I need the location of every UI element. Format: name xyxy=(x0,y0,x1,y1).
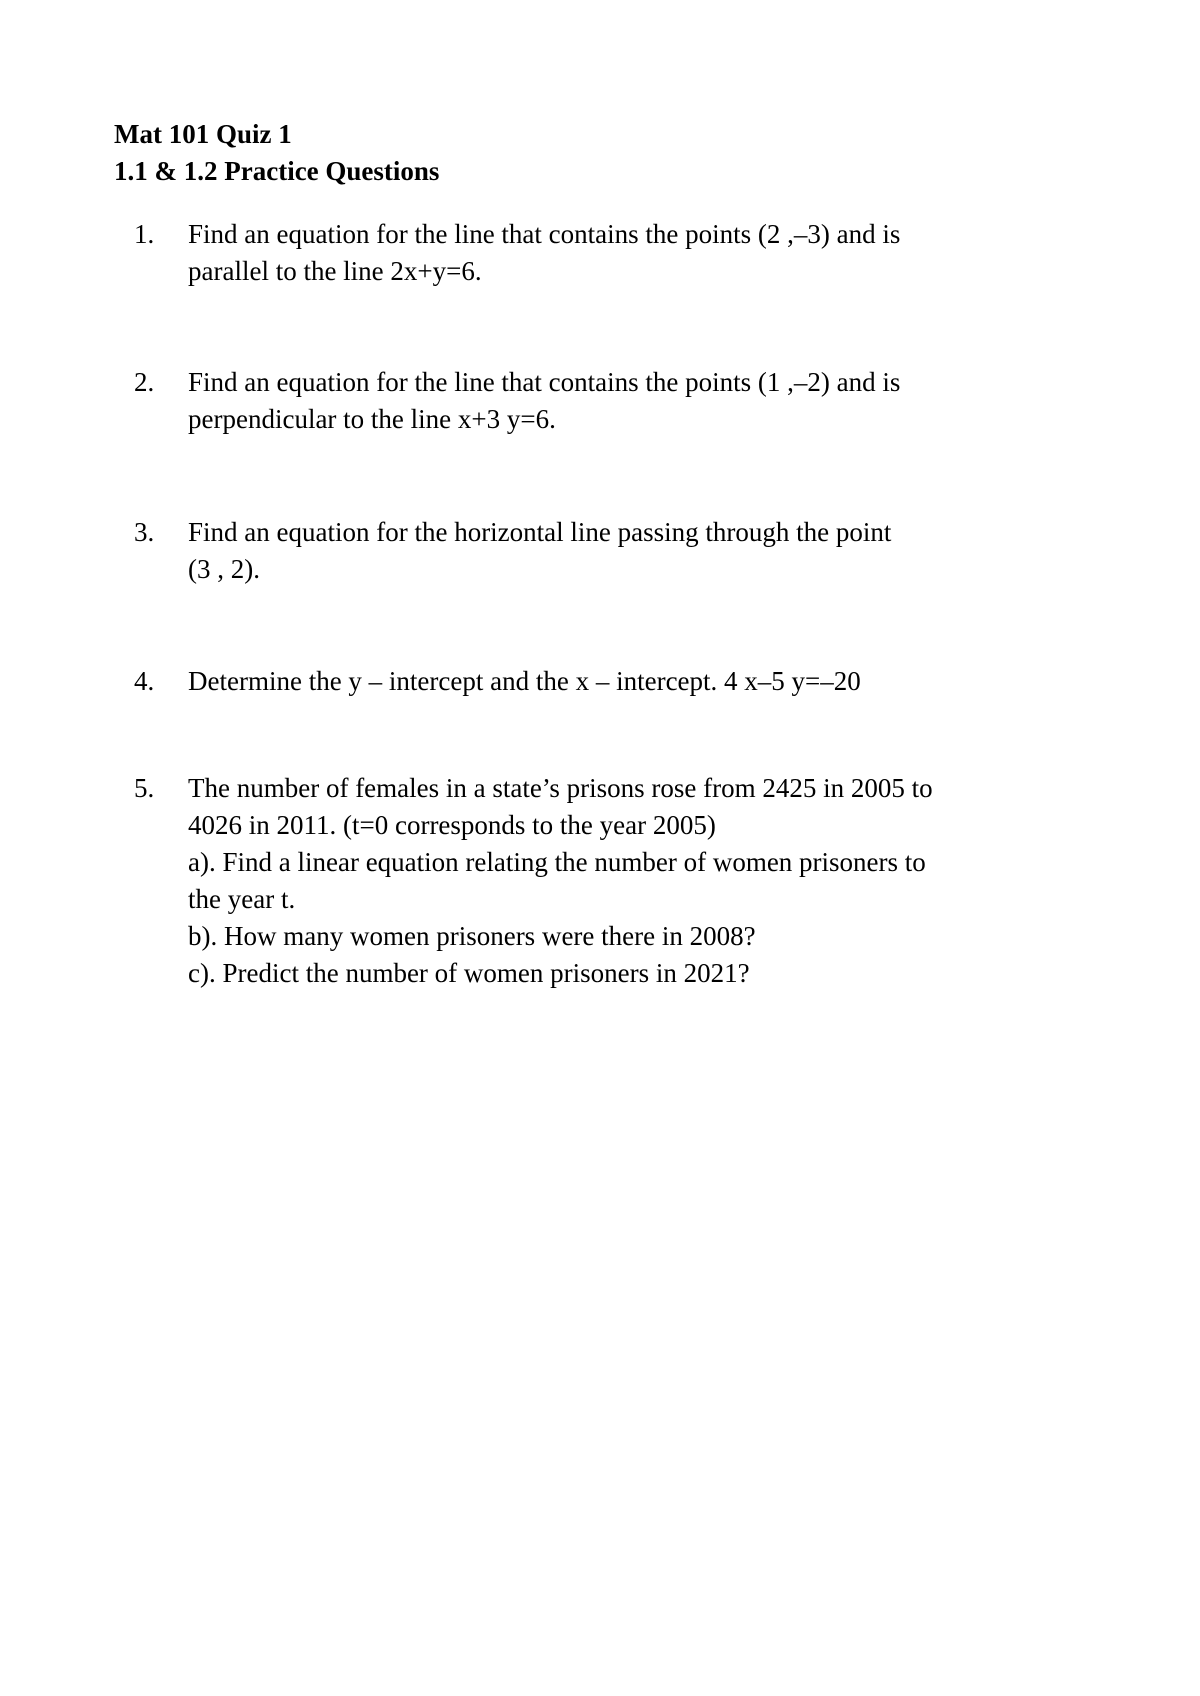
question-line: Find an equation for the horizontal line passing through the point xyxy=(188,517,892,547)
question-text xyxy=(188,663,1134,700)
question-part-c: c). Predict the number of women prisoners in 2021? xyxy=(188,958,750,988)
question-text xyxy=(188,216,1134,290)
question-part-b: b). How many women prisoners were there in 2008? xyxy=(188,921,756,951)
document-header xyxy=(114,116,439,190)
document-title: Mat 101 Quiz 1 xyxy=(114,119,292,149)
document-subtitle: 1.1 & 1.2 Practice Questions xyxy=(114,156,440,186)
question-line: parallel to the line 2x+y=6. xyxy=(188,256,482,286)
question-number: 3. xyxy=(134,517,155,547)
question-line: the year t. xyxy=(188,884,296,914)
question-line: Find an equation for the line that contains the points (2 ,–3) and is xyxy=(188,219,901,249)
question-2 xyxy=(134,364,1134,438)
question-4 xyxy=(134,663,1134,700)
question-1 xyxy=(134,216,1134,290)
question-text xyxy=(188,364,1134,438)
question-number: 1. xyxy=(134,219,155,249)
question-line: perpendicular to the line x+3 y=6. xyxy=(188,404,556,434)
question-line: Find an equation for the line that contains the points (1 ,–2) and is xyxy=(188,367,901,397)
question-number: 2. xyxy=(134,367,155,397)
question-text xyxy=(188,770,1134,992)
question-3 xyxy=(134,514,1134,588)
question-number: 5. xyxy=(134,773,155,803)
question-number: 4. xyxy=(134,666,155,696)
question-text xyxy=(188,514,1134,588)
question-line: 4026 in 2011. (t=0 corresponds to the year 2005) xyxy=(188,810,716,840)
question-line: Determine the y – intercept and the x – intercept. 4 x–5 y=–20 xyxy=(188,666,861,696)
question-line: The number of females in a state’s prisons rose from 2425 in 2005 to xyxy=(188,773,933,803)
question-part-a: a). Find a linear equation relating the number of women prisoners to xyxy=(188,847,926,877)
question-5 xyxy=(134,770,1134,992)
question-line: (3 , 2). xyxy=(188,554,260,584)
